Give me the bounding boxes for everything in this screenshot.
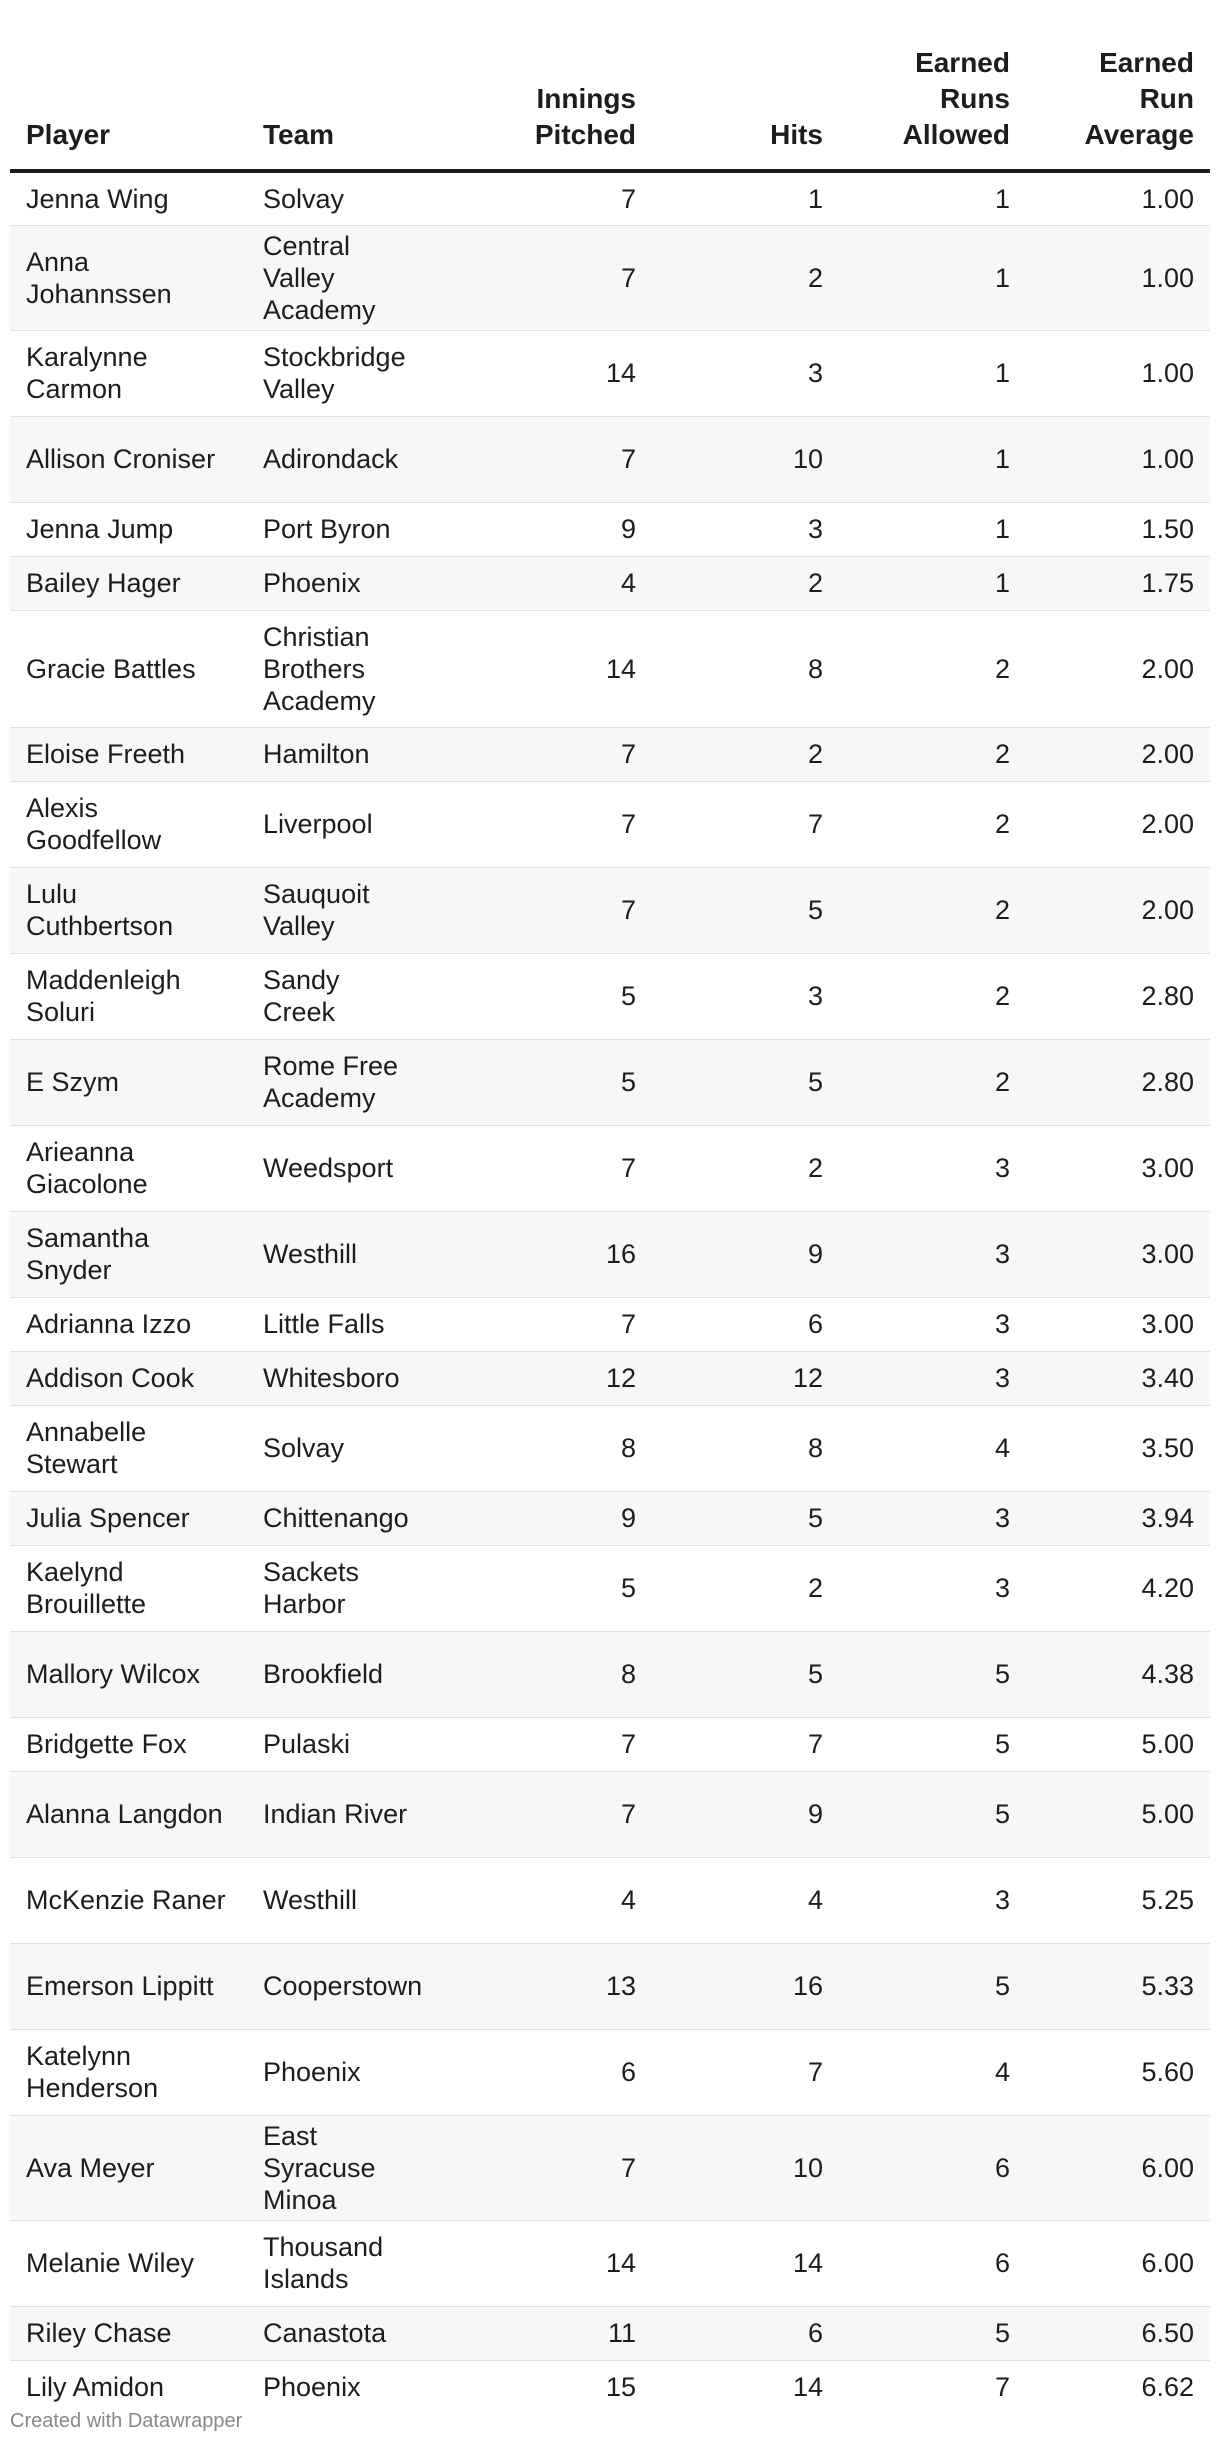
cell-player: Eloise Freeth (10, 727, 247, 781)
cell-innings-pitched: 12 (427, 1351, 652, 1405)
cell-hits: 2 (652, 727, 839, 781)
cell-earned-run-average: 1.75 (1026, 556, 1210, 610)
cell-player: Samantha Snyder (10, 1211, 247, 1297)
cell-team: Little Falls (247, 1297, 427, 1351)
cell-team: Pulaski (247, 1717, 427, 1771)
table-row (10, 2306, 1210, 2360)
column-header-earned-runs-allowed[interactable]: Earned Runs Allowed (839, 0, 1026, 171)
table-row (10, 1297, 1210, 1351)
cell-innings-pitched: 9 (427, 502, 652, 556)
table-row (10, 556, 1210, 610)
cell-earned-run-average: 1.50 (1026, 502, 1210, 556)
cell-player: Gracie Battles (10, 610, 247, 727)
cell-player: Mallory Wilcox (10, 1631, 247, 1717)
cell-team: Port Byron (247, 502, 427, 556)
cell-player: Adrianna Izzo (10, 1297, 247, 1351)
cell-innings-pitched: 9 (427, 1491, 652, 1545)
cell-innings-pitched: 16 (427, 1211, 652, 1297)
table-body (10, 171, 1210, 2414)
cell-innings-pitched: 7 (427, 225, 652, 330)
pitching-stats-table (10, 0, 1210, 2414)
cell-earned-runs-allowed: 5 (839, 1631, 1026, 1717)
cell-earned-run-average: 6.00 (1026, 2220, 1210, 2306)
cell-innings-pitched: 8 (427, 1405, 652, 1491)
cell-earned-runs-allowed: 4 (839, 1405, 1026, 1491)
cell-earned-runs-allowed: 6 (839, 2220, 1026, 2306)
table-row (10, 610, 1210, 727)
cell-hits: 2 (652, 225, 839, 330)
cell-hits: 2 (652, 556, 839, 610)
table-row (10, 727, 1210, 781)
cell-player: Annabelle Stewart (10, 1405, 247, 1491)
cell-innings-pitched: 8 (427, 1631, 652, 1717)
cell-earned-run-average: 2.80 (1026, 1039, 1210, 1125)
cell-team: Sackets Harbor (247, 1545, 427, 1631)
cell-earned-runs-allowed: 2 (839, 610, 1026, 727)
cell-player: Lily Amidon (26, 2372, 165, 2403)
cell-team: Chittenango (247, 1491, 427, 1545)
cell-earned-runs-allowed: 3 (839, 1857, 1026, 1943)
cell-hits: 10 (652, 416, 839, 502)
cell-player: Kaelynd Brouillette (10, 1545, 247, 1631)
cell-earned-runs-allowed: 2 (839, 781, 1026, 867)
cell-player: Emerson Lippitt (10, 1943, 247, 2029)
cell-team: East Syracuse Minoa (247, 2115, 427, 2220)
cell-player: Addison Cook (10, 1351, 247, 1405)
cell-team: Whitesboro (247, 1351, 427, 1405)
cell-team: Canastota (247, 2306, 427, 2360)
cell-innings-pitched: 4 (427, 1857, 652, 1943)
table-row (10, 2115, 1210, 2220)
column-header-earned-run-average[interactable]: Earned Run Average (1026, 0, 1210, 171)
cell-hits: 10 (652, 2115, 839, 2220)
cell-team: Sauquoit Valley (247, 867, 427, 953)
cell-innings-pitched: 7 (427, 416, 652, 502)
cell-team: Central Valley Academy (247, 225, 427, 330)
cell-innings-pitched: 7 (427, 1771, 652, 1857)
cell-earned-runs-allowed: 2 (839, 1039, 1026, 1125)
cell-hits: 3 (652, 502, 839, 556)
cell-earned-runs-allowed: 5 (839, 1771, 1026, 1857)
cell-innings-pitched: 7 (427, 1125, 652, 1211)
cell-earned-runs-allowed: 3 (839, 1297, 1026, 1351)
column-header-player[interactable]: Player (10, 0, 247, 171)
cell-hits: 16 (652, 1943, 839, 2029)
cell-hits: 2 (652, 1125, 839, 1211)
cell-hits: 9 (652, 1771, 839, 1857)
cell-innings-pitched: 5 (427, 1039, 652, 1125)
cell-hits: 5 (652, 1491, 839, 1545)
cell-hits: 7 (652, 2029, 839, 2115)
cell-team: Phoenix (263, 2372, 361, 2403)
table-row (10, 781, 1210, 867)
table-row (10, 1405, 1210, 1491)
cell-innings-pitched: 7 (427, 867, 652, 953)
cell-player: E Szym (10, 1039, 247, 1125)
cell-earned-runs-allowed: 1 (839, 502, 1026, 556)
cell-innings-pitched: 14 (427, 330, 652, 416)
cell-hits: 3 (652, 330, 839, 416)
datawrapper-credit[interactable]: Created with Datawrapper (10, 2410, 243, 2432)
cell-hits: 8 (652, 1405, 839, 1491)
cell-innings-pitched: 14 (427, 2220, 652, 2306)
column-header-team[interactable]: Team (247, 0, 427, 171)
table-row (10, 2360, 1210, 2414)
table-row (10, 1771, 1210, 1857)
table-row (10, 1125, 1210, 1211)
cell-innings-pitched: 7 (427, 171, 652, 225)
cell-earned-runs-allowed: 7 (994, 2372, 1010, 2403)
table-row (10, 1631, 1210, 1717)
cell-earned-run-average: 2.80 (1026, 953, 1210, 1039)
cell-hits: 6 (652, 1297, 839, 1351)
cell-team: Liverpool (247, 781, 427, 867)
table-row (10, 330, 1210, 416)
cell-innings-pitched: 7 (427, 2115, 652, 2220)
table-row (10, 867, 1210, 953)
cell-player: Bailey Hager (10, 556, 247, 610)
cell-earned-run-average: 5.00 (1026, 1717, 1210, 1771)
cell-player: Anna Johannssen (10, 225, 247, 330)
table-row (10, 1351, 1210, 1405)
cell-earned-run-average: 5.60 (1026, 2029, 1210, 2115)
cell-team: Phoenix (247, 2029, 427, 2115)
cell-earned-run-average: 3.00 (1026, 1211, 1210, 1297)
cell-earned-run-average: 5.25 (1026, 1857, 1210, 1943)
cell-earned-runs-allowed: 5 (839, 2306, 1026, 2360)
cell-team: Rome Free Academy (247, 1039, 427, 1125)
cell-team: Stockbridge Valley (247, 330, 427, 416)
cell-player: Ava Meyer (10, 2115, 247, 2220)
cell-earned-runs-allowed: 3 (839, 1351, 1026, 1405)
cell-player: Melanie Wiley (10, 2220, 247, 2306)
cell-earned-runs-allowed: 1 (839, 225, 1026, 330)
cell-earned-run-average: 2.00 (1026, 727, 1210, 781)
cell-hits: 8 (652, 610, 839, 727)
cell-earned-run-average: 3.40 (1026, 1351, 1210, 1405)
cell-innings-pitched: 7 (427, 727, 652, 781)
cell-earned-run-average: 4.38 (1026, 1631, 1210, 1717)
cell-earned-runs-allowed: 5 (839, 1717, 1026, 1771)
cell-innings-pitched: 15 (605, 2372, 636, 2403)
cell-team: Weedsport (247, 1125, 427, 1211)
cell-team: Indian River (247, 1771, 427, 1857)
cell-hits: 4 (652, 1857, 839, 1943)
cell-earned-run-average: 4.20 (1026, 1545, 1210, 1631)
cell-hits: 7 (652, 1717, 839, 1771)
cell-player: Allison Croniser (10, 416, 247, 502)
table-row (10, 502, 1210, 556)
header-row (10, 0, 1210, 171)
cell-earned-run-average: 2.00 (1026, 610, 1210, 727)
cell-earned-run-average: 1.00 (1026, 330, 1210, 416)
cell-player: Bridgette Fox (10, 1717, 247, 1771)
table-row (10, 225, 1210, 330)
table-row (10, 2220, 1210, 2306)
cell-innings-pitched: 7 (427, 1717, 652, 1771)
cell-earned-runs-allowed: 1 (839, 416, 1026, 502)
table-row (10, 953, 1210, 1039)
cell-earned-run-average: 6.50 (1026, 2306, 1210, 2360)
table-row (10, 1211, 1210, 1297)
cell-hits: 14 (652, 2220, 839, 2306)
table-row (10, 2029, 1210, 2115)
cell-hits: 3 (652, 953, 839, 1039)
cell-innings-pitched: 7 (427, 781, 652, 867)
cell-earned-run-average: 1.00 (1026, 171, 1210, 225)
cell-innings-pitched: 5 (427, 1545, 652, 1631)
cell-innings-pitched: 7 (427, 1297, 652, 1351)
cell-hits: 9 (652, 1211, 839, 1297)
cell-earned-run-average: 6.62 (1141, 2372, 1194, 2403)
cell-player: Arieanna Giacolone (10, 1125, 247, 1211)
cell-team: Christian Brothers Academy (247, 610, 427, 727)
cell-earned-run-average: 2.00 (1026, 867, 1210, 953)
cell-hits: 1 (652, 171, 839, 225)
cell-earned-run-average: 5.00 (1026, 1771, 1210, 1857)
table-row (10, 1039, 1210, 1125)
cell-earned-run-average: 1.00 (1026, 416, 1210, 502)
cell-earned-runs-allowed: 1 (839, 171, 1026, 225)
cell-innings-pitched: 5 (427, 953, 652, 1039)
cell-earned-run-average: 3.94 (1026, 1491, 1210, 1545)
cell-player: Jenna Jump (10, 502, 247, 556)
cell-team: Westhill (247, 1211, 427, 1297)
cell-team: Westhill (247, 1857, 427, 1943)
cell-earned-run-average: 1.00 (1026, 225, 1210, 330)
cell-hits: 5 (652, 1631, 839, 1717)
table-header (10, 0, 1210, 171)
cell-hits: 7 (652, 781, 839, 867)
table-row (10, 1491, 1210, 1545)
cell-player: McKenzie Raner (10, 1857, 247, 1943)
cell-team: Brookfield (247, 1631, 427, 1717)
cell-earned-runs-allowed: 2 (839, 727, 1026, 781)
table-row (10, 171, 1210, 225)
cell-player: Alexis Goodfellow (10, 781, 247, 867)
cell-hits: 5 (652, 1039, 839, 1125)
table-row (10, 1717, 1210, 1771)
cell-earned-runs-allowed: 5 (839, 1943, 1026, 2029)
cell-innings-pitched: 13 (427, 1943, 652, 2029)
cell-innings-pitched: 4 (427, 556, 652, 610)
cell-innings-pitched: 11 (427, 2306, 652, 2360)
cell-earned-run-average: 3.50 (1026, 1405, 1210, 1491)
cell-team: Thousand Islands (247, 2220, 427, 2306)
cell-innings-pitched: 6 (427, 2029, 652, 2115)
cell-earned-runs-allowed: 2 (839, 867, 1026, 953)
cell-player: Lulu Cuthbertson (10, 867, 247, 953)
table-row (10, 1943, 1210, 2029)
cell-team: Solvay (247, 171, 427, 225)
cell-earned-runs-allowed: 4 (839, 2029, 1026, 2115)
cell-earned-runs-allowed: 6 (839, 2115, 1026, 2220)
cell-player: Julia Spencer (10, 1491, 247, 1545)
cell-player: Katelynn Henderson (10, 2029, 247, 2115)
cell-earned-runs-allowed: 2 (839, 953, 1026, 1039)
cell-earned-runs-allowed: 3 (839, 1211, 1026, 1297)
cell-earned-runs-allowed: 3 (839, 1125, 1026, 1211)
cell-earned-runs-allowed: 1 (839, 330, 1026, 416)
table-container (10, 0, 1210, 2414)
table-row (10, 1857, 1210, 1943)
cell-player: Maddenleigh Soluri (10, 953, 247, 1039)
cell-hits: 5 (652, 867, 839, 953)
cell-team: Sandy Creek (247, 953, 427, 1039)
table-row (10, 416, 1210, 502)
cell-earned-runs-allowed: 3 (839, 1491, 1026, 1545)
column-header-innings-pitched[interactable]: Innings Pitched (427, 0, 652, 171)
cell-earned-runs-allowed: 3 (839, 1545, 1026, 1631)
cell-player: Jenna Wing (10, 171, 247, 225)
table-row (10, 1545, 1210, 1631)
cell-earned-runs-allowed: 1 (839, 556, 1026, 610)
cell-player: Riley Chase (10, 2306, 247, 2360)
cell-team: Cooperstown (247, 1943, 427, 2029)
cell-team: Adirondack (247, 416, 427, 502)
cell-earned-run-average: 5.33 (1026, 1943, 1210, 2029)
cell-earned-run-average: 6.00 (1026, 2115, 1210, 2220)
cell-earned-run-average: 3.00 (1026, 1125, 1210, 1211)
cell-hits: 6 (652, 2306, 839, 2360)
cell-team: Hamilton (247, 727, 427, 781)
cell-hits: 14 (792, 2372, 823, 2403)
cell-player: Alanna Langdon (10, 1771, 247, 1857)
cell-earned-run-average: 3.00 (1026, 1297, 1210, 1351)
cell-innings-pitched: 14 (427, 610, 652, 727)
column-header-hits[interactable]: Hits (652, 0, 839, 171)
cell-team: Phoenix (247, 556, 427, 610)
cell-hits: 2 (652, 1545, 839, 1631)
cell-player: Karalynne Carmon (10, 330, 247, 416)
cell-earned-run-average: 2.00 (1026, 781, 1210, 867)
cell-team: Solvay (247, 1405, 427, 1491)
cell-hits: 12 (652, 1351, 839, 1405)
